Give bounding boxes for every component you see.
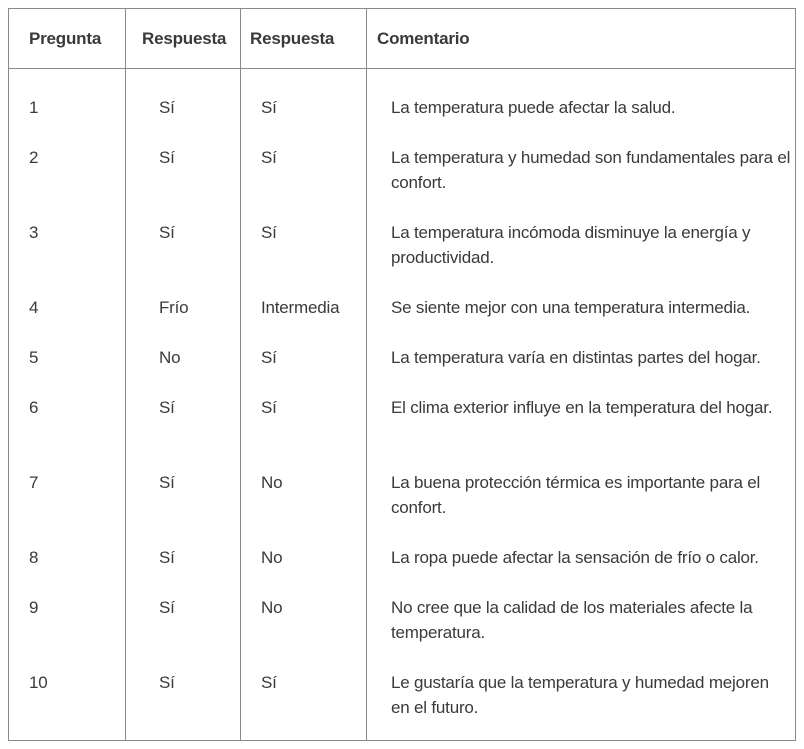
row-respuesta-2: Sí: [261, 98, 277, 117]
header-respuesta-2: Respuesta: [250, 29, 335, 48]
row-comentario: La temperatura incómoda disminuye la energía y productividad.: [391, 223, 751, 267]
row-pregunta: 4: [29, 298, 39, 317]
row-respuesta-1: Frío: [159, 298, 189, 317]
row-pregunta: 9: [29, 598, 39, 617]
row-respuesta-1: Sí: [159, 598, 175, 617]
row-respuesta-2: Intermedia: [261, 298, 340, 317]
row-respuesta-1: No: [159, 348, 181, 367]
row-respuesta-1: Sí: [159, 148, 175, 167]
row-comentario: El clima exterior influye en la temperatura del hogar.: [391, 398, 773, 417]
row-respuesta-2: Sí: [261, 398, 277, 417]
row-pregunta: 1: [29, 98, 39, 117]
row-respuesta-1: Sí: [159, 398, 175, 417]
row-respuesta-1: Sí: [159, 473, 175, 492]
row-respuesta-2: No: [261, 473, 283, 492]
header-pregunta: Pregunta: [29, 29, 102, 48]
row-pregunta: 2: [29, 148, 39, 167]
header-comentario: Comentario: [377, 29, 470, 48]
row-respuesta-2: Sí: [261, 148, 277, 167]
row-respuesta-2: No: [261, 548, 283, 567]
column-divider: [366, 9, 367, 740]
row-pregunta: 6: [29, 398, 39, 417]
row-comentario: La ropa puede afectar la sensación de frío o calor.: [391, 548, 759, 567]
row-pregunta: 5: [29, 348, 39, 367]
row-respuesta-1: Sí: [159, 548, 175, 567]
survey-table: [8, 8, 796, 741]
row-pregunta: 8: [29, 548, 39, 567]
row-comentario: La buena protección térmica es importante para el confort.: [391, 473, 761, 517]
row-comentario: La temperatura puede afectar la salud.: [391, 98, 676, 117]
row-comentario: La temperatura y humedad son fundamentales para el confort.: [391, 148, 791, 192]
header-divider: [9, 68, 795, 69]
row-respuesta-2: Sí: [261, 223, 277, 242]
row-respuesta-2: No: [261, 598, 283, 617]
row-pregunta: 10: [29, 673, 48, 692]
column-divider: [240, 9, 241, 740]
row-comentario: La temperatura varía en distintas partes del hogar.: [391, 348, 761, 367]
row-respuesta-1: Sí: [159, 223, 175, 242]
header-respuesta-1: Respuesta: [142, 29, 227, 48]
row-pregunta: 7: [29, 473, 39, 492]
row-respuesta-2: Sí: [261, 673, 277, 692]
row-pregunta: 3: [29, 223, 39, 242]
row-comentario: No cree que la calidad de los materiales afecte la temperatura.: [391, 598, 753, 642]
row-respuesta-1: Sí: [159, 98, 175, 117]
row-respuesta-1: Sí: [159, 673, 175, 692]
row-respuesta-2: Sí: [261, 348, 277, 367]
column-divider: [125, 9, 126, 740]
row-comentario: Le gustaría que la temperatura y humedad mejoren en el futuro.: [391, 673, 769, 717]
row-comentario: Se siente mejor con una temperatura intermedia.: [391, 298, 751, 317]
